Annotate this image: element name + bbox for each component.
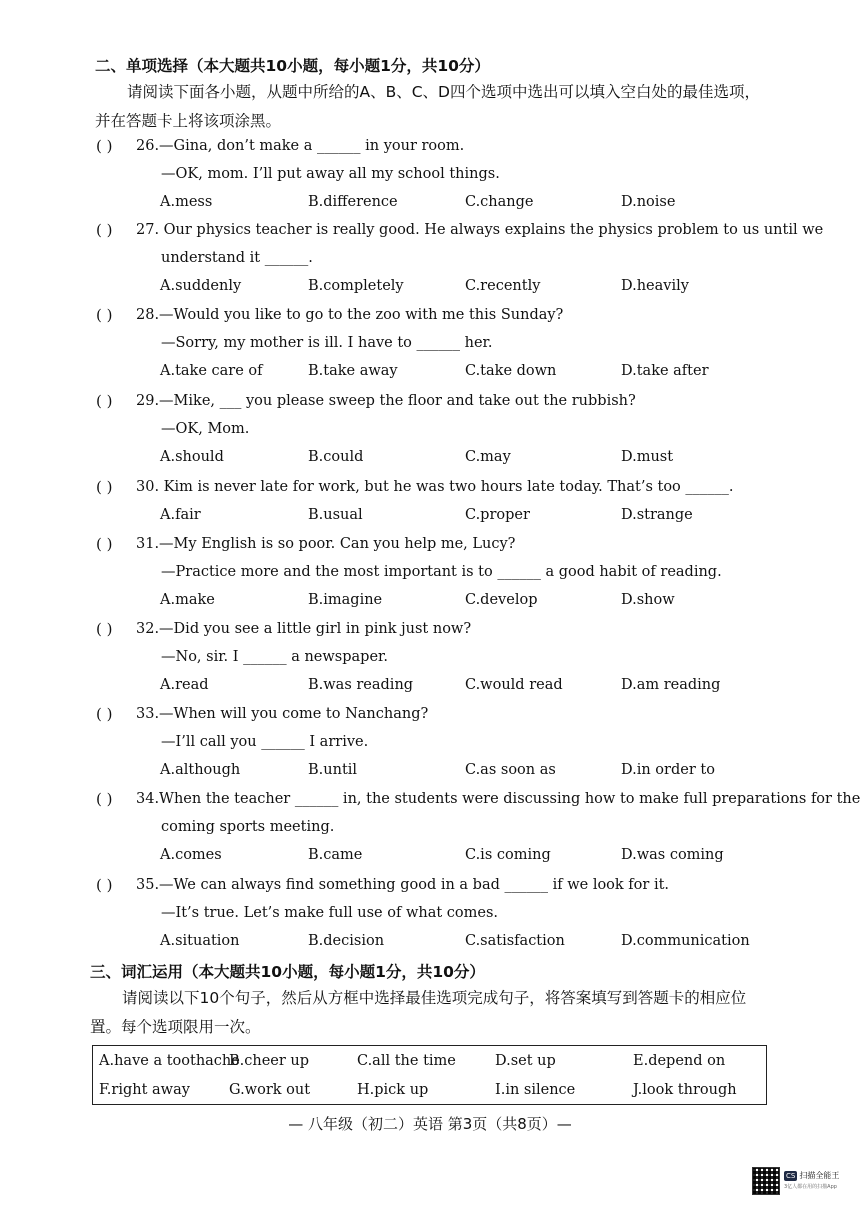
answer-parenthesis: ( ) xyxy=(96,620,113,638)
option-c: C.may xyxy=(465,449,511,465)
option-d: D.show xyxy=(621,592,675,608)
option-d: D.must xyxy=(621,449,674,465)
word-option: E.depend on xyxy=(633,1053,726,1069)
question-subline: understand it ______. xyxy=(161,250,313,266)
answer-parenthesis: ( ) xyxy=(96,876,113,894)
option-b: B.completely xyxy=(308,278,404,294)
answer-parenthesis: ( ) xyxy=(96,221,113,239)
camscanner-logo: CS xyxy=(786,1171,796,1180)
section2-instructions: 请阅读下面各小题，从题中所给的A、B、C、D四个选项中选出可以填入空白处的最佳选项，并在答题卡上将该项涂黑。 xyxy=(95,83,760,130)
answer-parenthesis: ( ) xyxy=(96,790,113,808)
scanner-name: 扫描全能王 xyxy=(799,1170,840,1180)
question-stem: 26.—Gina, don’t make a ______ in your room. xyxy=(136,138,465,154)
question-subline: —OK, Mom. xyxy=(161,421,250,437)
option-d: D.take after xyxy=(621,363,709,379)
option-d: D.in order to xyxy=(621,762,715,778)
option-a: A.mess xyxy=(160,194,213,210)
question-stem: 33.—When will you come to Nanchang? xyxy=(136,706,429,722)
answer-parenthesis: ( ) xyxy=(96,137,113,155)
answer-parenthesis: ( ) xyxy=(96,392,113,410)
question-stem: 30. Kim is never late for work, but he was two hours late today. That’s too ______. xyxy=(136,479,734,495)
word-option: D.set up xyxy=(495,1053,556,1069)
option-b: B.difference xyxy=(308,194,398,210)
option-a: A.fair xyxy=(160,507,201,523)
question-stem: 29.—Mike, ___ you please sweep the floor and take out the rubbish? xyxy=(136,393,636,409)
question-subline: coming sports meeting. xyxy=(161,819,335,835)
option-a: A.take care of xyxy=(160,363,263,379)
page-footer: — 八年级（初二）英语 第3页（共8页）— xyxy=(288,1115,572,1133)
option-d: D.strange xyxy=(621,507,693,523)
answer-parenthesis: ( ) xyxy=(96,535,113,553)
option-a: A.situation xyxy=(160,933,240,949)
section3-instructions: 请阅读以下10个句子，然后从方框中选择最佳选项完成句子，将答案填写到答题卡的相应位置。每个选项限用一次。 xyxy=(90,989,747,1036)
section3-title: 三、词汇运用（本大题共10小题，每小题1分，共10分） xyxy=(90,963,485,981)
word-option: G.work out xyxy=(229,1082,311,1098)
question-stem: 35.—We can always find something good in a bad ______ if we look for it. xyxy=(136,877,670,893)
option-b: B.until xyxy=(308,762,358,778)
option-c: C.as soon as xyxy=(465,762,556,778)
option-c: C.would read xyxy=(465,677,563,693)
question-subline: —No, sir. I ______ a newspaper. xyxy=(161,649,388,665)
word-option: H.pick up xyxy=(357,1082,429,1098)
question-stem: 28.—Would you like to go to the zoo with me this Sunday? xyxy=(136,307,564,323)
question-stem: 32.—Did you see a little girl in pink just now? xyxy=(136,621,472,637)
word-option: F.right away xyxy=(99,1082,190,1098)
option-d: D.heavily xyxy=(621,278,689,294)
option-b: B.could xyxy=(308,449,364,465)
question-subline: —OK, mom. I’ll put away all my school things. xyxy=(161,166,500,182)
option-c: C.recently xyxy=(465,278,541,294)
option-a: A.suddenly xyxy=(160,278,242,294)
question-subline: —I’ll call you ______ I arrive. xyxy=(161,734,369,750)
option-b: B.take away xyxy=(308,363,398,379)
option-c: C.develop xyxy=(465,592,538,608)
option-d: D.noise xyxy=(621,194,676,210)
question-subline: —Practice more and the most important is to ______ a good habit of reading. xyxy=(161,564,722,580)
option-b: B.was reading xyxy=(308,677,414,693)
word-option-box xyxy=(92,1045,767,1105)
word-option: I.in silence xyxy=(495,1082,576,1098)
question-subline: —Sorry, my mother is ill. I have to ______ her. xyxy=(161,335,493,351)
option-d: D.am reading xyxy=(621,677,721,693)
answer-parenthesis: ( ) xyxy=(96,705,113,723)
option-b: B.imagine xyxy=(308,592,383,608)
option-d: D.communication xyxy=(621,933,750,949)
question-stem: 27. Our physics teacher is really good. He always explains the physics problem to us until we xyxy=(136,222,824,238)
option-b: B.came xyxy=(308,847,363,863)
option-c: C.satisfaction xyxy=(465,933,565,949)
option-a: A.comes xyxy=(160,847,222,863)
scanner-watermark xyxy=(752,1166,844,1196)
question-subline: —It’s true. Let’s make full use of what comes. xyxy=(161,905,499,921)
section2-title: 二、单项选择（本大题共10小题，每小题1分，共10分） xyxy=(95,57,490,75)
option-a: A.make xyxy=(160,592,215,608)
option-a: A.should xyxy=(160,449,224,465)
word-option: B.cheer up xyxy=(229,1053,310,1069)
word-option: J.look through xyxy=(633,1082,737,1098)
option-a: A.read xyxy=(160,677,209,693)
word-option: C.all the time xyxy=(357,1053,456,1069)
qr-code-icon xyxy=(752,1167,780,1195)
word-option: A.have a toothache xyxy=(99,1053,240,1069)
option-a: A.although xyxy=(160,762,241,778)
scanner-tagline: 3亿人都在用的扫描App xyxy=(784,1183,837,1190)
answer-parenthesis: ( ) xyxy=(96,306,113,324)
option-c: C.proper xyxy=(465,507,530,523)
option-c: C.take down xyxy=(465,363,557,379)
option-c: C.is coming xyxy=(465,847,551,863)
option-b: B.usual xyxy=(308,507,363,523)
answer-parenthesis: ( ) xyxy=(96,478,113,496)
question-stem: 31.—My English is so poor. Can you help me, Lucy? xyxy=(136,536,516,552)
option-b: B.decision xyxy=(308,933,385,949)
option-d: D.was coming xyxy=(621,847,724,863)
question-stem: 34.When the teacher ______ in, the students were discussing how to make full preparations for the xyxy=(136,791,860,807)
option-c: C.change xyxy=(465,194,534,210)
